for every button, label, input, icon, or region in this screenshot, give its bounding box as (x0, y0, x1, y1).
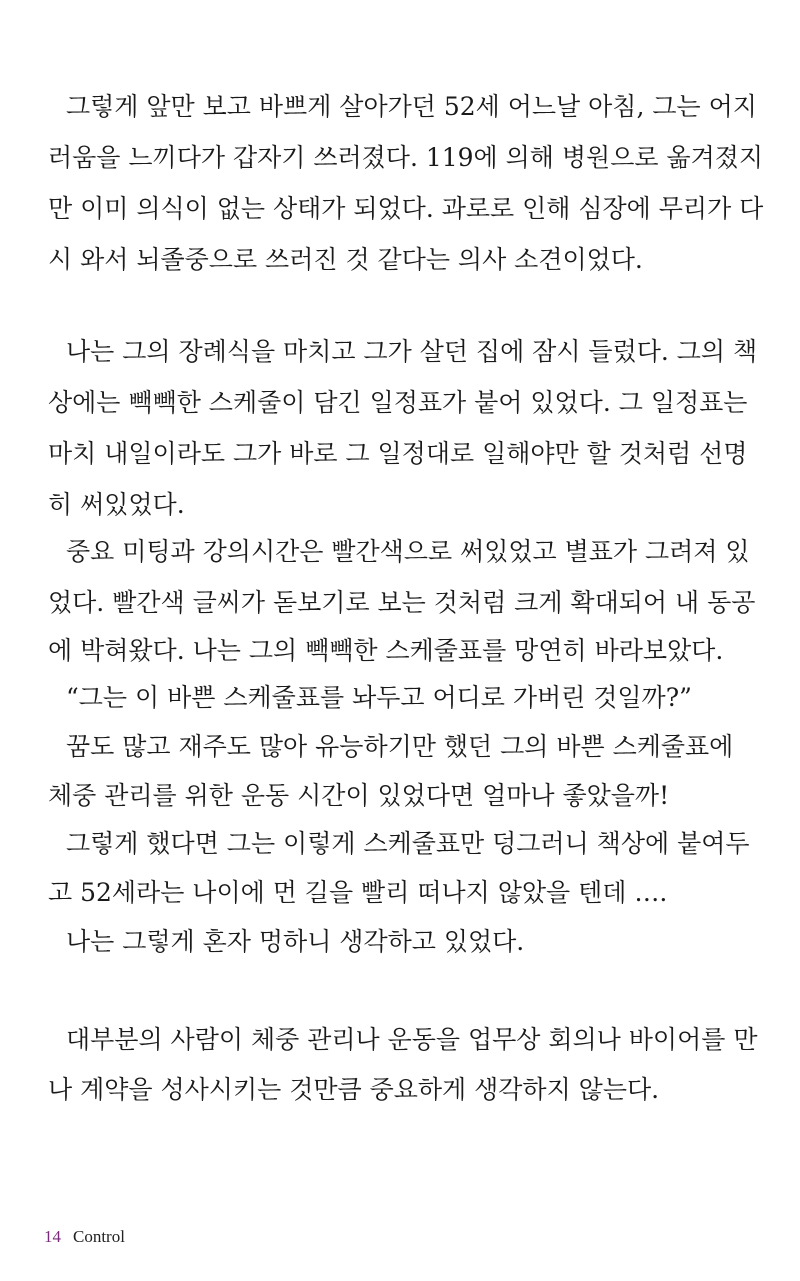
text-line: 시 와서 뇌졸중으로 쓰러진 것 같다는 의사 소견이었다. (48, 245, 643, 274)
text-line: 고 52세라는 나이에 먼 길을 빨리 떠나지 않았을 텐데 …. (48, 878, 668, 907)
page-number: 14 (44, 1227, 61, 1246)
text-line: 상에는 빽빽한 스케줄이 담긴 일정표가 붙어 있었다. 그 일정표는 (48, 388, 748, 417)
text-line: 체중 관리를 위한 운동 시간이 있었다면 얼마나 좋았을까! (48, 781, 670, 810)
section-title: Control (73, 1227, 125, 1246)
quote-line: “그는 이 바쁜 스케줄표를 놔두고 어디로 가버린 것일까?” (66, 683, 692, 712)
text-line: 대부분의 사람이 체중 관리나 운동을 업무상 회의나 바이어를 만 (66, 1025, 758, 1054)
text-line: 러움을 느끼다가 갑자기 쓰러졌다. 119에 의해 병원으로 옮겨졌지 (48, 143, 764, 172)
text-line: 중요 미팅과 강의시간은 빨간색으로 써있었고 별표가 그려져 있 (66, 537, 750, 566)
text-line: 에 박혀왔다. 나는 그의 빽빽한 스케줄표를 망연히 바라보았다. (48, 636, 724, 665)
text-line: 나는 그렇게 혼자 멍하니 생각하고 있었다. (66, 927, 525, 956)
text-line: 나 계약을 성사시키는 것만큼 중요하게 생각하지 않는다. (48, 1075, 660, 1104)
text-line: 그렇게 앞만 보고 바쁘게 살아가던 52세 어느날 아침, 그는 어지 (66, 92, 757, 121)
text-line: 꿈도 많고 재주도 많아 유능하기만 했던 그의 바쁜 스케줄표에 (66, 732, 734, 761)
text-line: 히 써있었다. (48, 490, 185, 519)
text-line: 만 이미 의식이 없는 상태가 되었다. 과로로 인해 심장에 무리가 다 (48, 194, 764, 223)
page-footer (44, 1227, 125, 1247)
text-line: 나는 그의 장례식을 마치고 그가 살던 집에 잠시 들렀다. 그의 책 (66, 337, 758, 366)
text-line: 마치 내일이라도 그가 바로 그 일정대로 일해야만 할 것처럼 선명 (48, 439, 748, 468)
text-line: 그렇게 했다면 그는 이렇게 스케줄표만 덩그러니 책상에 붙여두 (66, 829, 750, 858)
text-line: 었다. 빨간색 글씨가 돋보기로 보는 것처럼 크게 확대되어 내 동공 (48, 588, 756, 617)
